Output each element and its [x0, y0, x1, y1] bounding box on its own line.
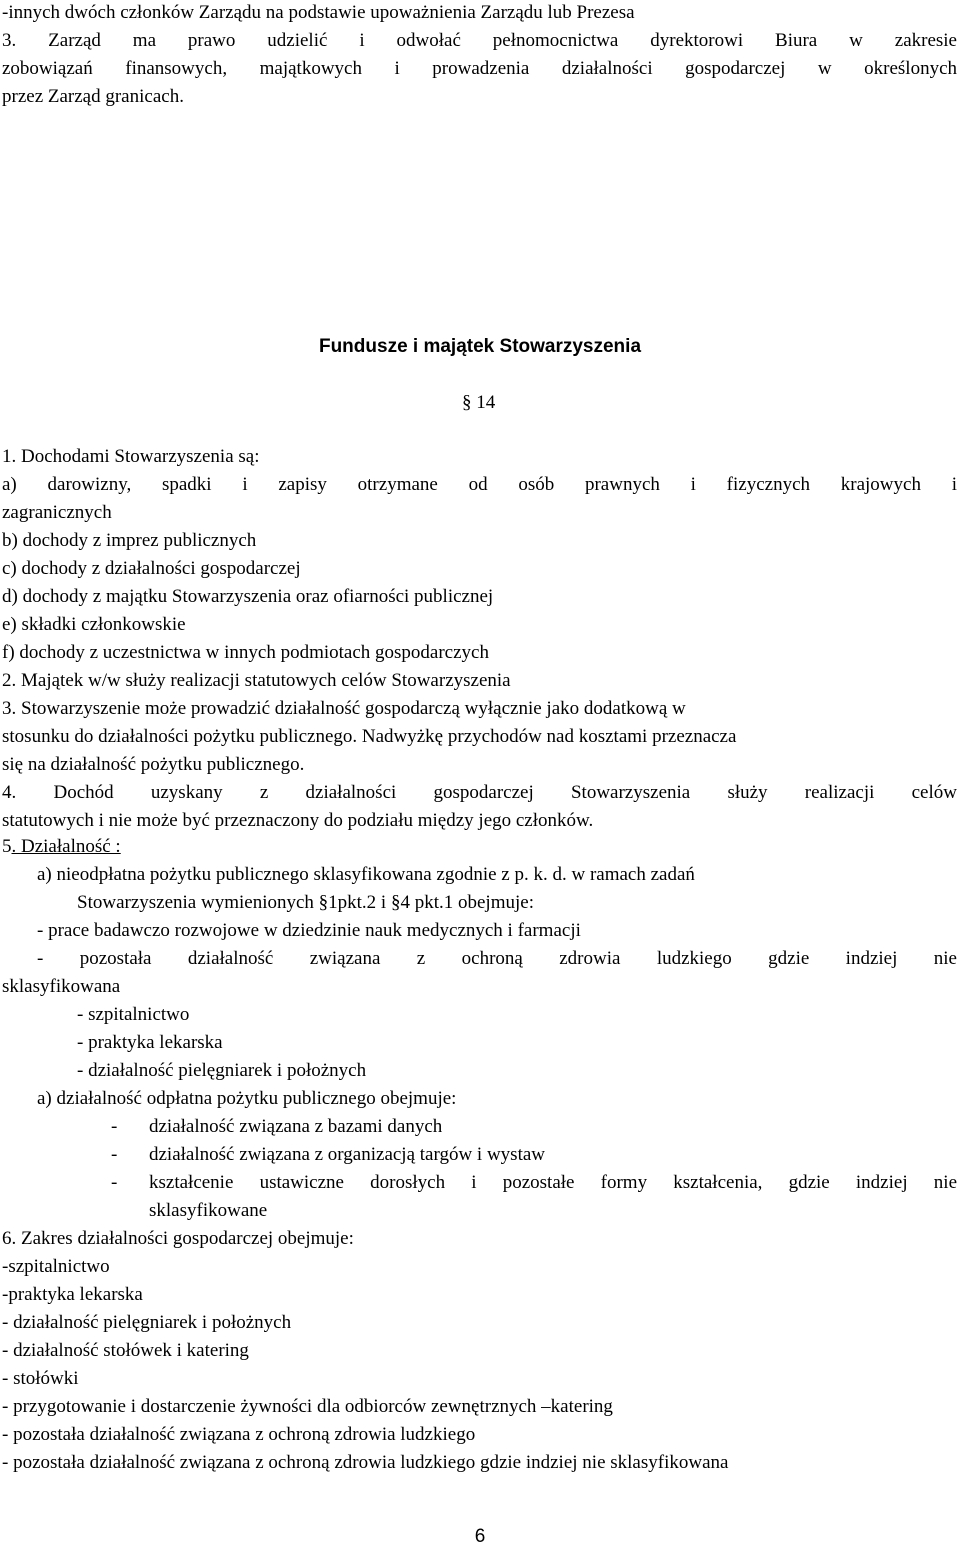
dash-bullet: -	[111, 1116, 118, 1137]
list-item	[111, 1172, 957, 1194]
text-line: - praktyka lekarska	[77, 1032, 223, 1053]
text-line: statutowych i nie może być przeznaczony do podziału między jego członków.	[2, 810, 594, 831]
text-line: się na działalność pożytku publicznego.	[2, 754, 305, 775]
text-line: Stowarzyszenia wymienionych §1pkt.2 i §4 pkt.1 obejmuje:	[77, 892, 534, 913]
text-line: - stołówki	[2, 1368, 79, 1389]
text-line: c) dochody z działalności gospodarczej	[2, 558, 301, 579]
list-item	[111, 1144, 958, 1166]
section-title: Fundusze i majątek Stowarzyszenia	[318, 336, 642, 357]
text-line: e) składki członkowskie	[2, 614, 186, 635]
text-line: zobowiązań finansowych, majątkowych i prowadzenia działalności gospodarczej w określonych	[2, 58, 957, 79]
text-line: -innych dwóch członków Zarządu na podstawie upoważnienia Zarządu lub Prezesa	[2, 2, 635, 23]
text-line: przez Zarząd granicach.	[2, 86, 184, 107]
text-line: -praktyka lekarska	[2, 1284, 143, 1305]
text-line: d) dochody z majątku Stowarzyszenia oraz ofiarności publicznej	[2, 586, 494, 607]
list-item-text: działalność związana z organizacją targów i wystaw	[149, 1144, 546, 1165]
text-line: a) darowizny, spadki i zapisy otrzymane od osób prawnych i fizycznych krajowych i	[2, 474, 957, 495]
text-line: zagranicznych	[2, 502, 112, 523]
text-line: - działalność pielęgniarek i położnych	[77, 1060, 367, 1081]
list-item-text: działalność związana z bazami danych	[149, 1116, 443, 1137]
text-line: sklasyfikowana	[2, 976, 121, 997]
text-line: f) dochody z uczestnictwa w innych podmiotach gospodarczych	[2, 642, 489, 663]
text-line: 1. Dochodami Stowarzyszenia są:	[2, 446, 260, 467]
text-line: - pozostała działalność związana z ochroną zdrowia ludzkiego gdzie indziej nie	[37, 948, 957, 969]
dash-bullet: -	[111, 1144, 118, 1165]
text-line: 3. Stowarzyszenie może prowadzić działalność gospodarczą wyłącznie jako dodatkową w	[2, 698, 686, 719]
text-line: 6. Zakres działalności gospodarczej obejmuje:	[2, 1228, 354, 1249]
text-line: b) dochody z imprez publicznych	[2, 530, 257, 551]
text-line: sklasyfikowane	[149, 1200, 268, 1221]
text-line: - działalność stołówek i katering	[2, 1340, 249, 1361]
text-line: a) nieodpłatna pożytku publicznego sklasyfikowana zgodnie z p. k. d. w ramach zadań	[37, 864, 695, 885]
text-line: - pozostała działalność związana z ochroną zdrowia ludzkiego gdzie indziej nie sklasyfikowana	[2, 1452, 729, 1473]
page-number: 6	[474, 1526, 486, 1547]
text-line	[2, 836, 958, 858]
text-line: 4. Dochód uzyskany z działalności gospodarczej Stowarzyszenia służy realizacji celów	[2, 782, 957, 803]
text-line: stosunku do działalności pożytku publicznego. Nadwyżkę przychodów nad kosztami przeznacza	[2, 726, 737, 747]
text-line: - pozostała działalność związana z ochroną zdrowia ludzkiego	[2, 1424, 476, 1445]
text-line: 2. Majątek w/w służy realizacji statutowych celów Stowarzyszenia	[2, 670, 511, 691]
text-line: - szpitalnictwo	[77, 1004, 190, 1025]
text-line: - przygotowanie i dostarczenie żywności dla odbiorców zewnętrznych –katering	[2, 1396, 613, 1417]
dash-bullet: -	[111, 1172, 118, 1193]
text-line: 3. Zarząd ma prawo udzielić i odwołać pełnomocnictwa dyrektorowi Biura w zakresie	[2, 30, 957, 51]
list-item	[111, 1116, 958, 1138]
section-number: 5	[2, 836, 12, 857]
section-label: . Działalność :	[11, 836, 121, 857]
paragraph-number: § 14	[462, 392, 496, 413]
text-line: - prace badawczo rozwojowe w dziedzinie nauk medycznych i farmacji	[37, 920, 581, 941]
text-line: -szpitalnictwo	[2, 1256, 110, 1277]
list-item-text: kształcenie ustawiczne dorosłych i pozostałe formy kształcenia, gdzie indziej nie	[149, 1172, 957, 1193]
text-line: - działalność pielęgniarek i położnych	[2, 1312, 292, 1333]
text-line: a) działalność odpłatna pożytku publicznego obejmuje:	[37, 1088, 457, 1109]
